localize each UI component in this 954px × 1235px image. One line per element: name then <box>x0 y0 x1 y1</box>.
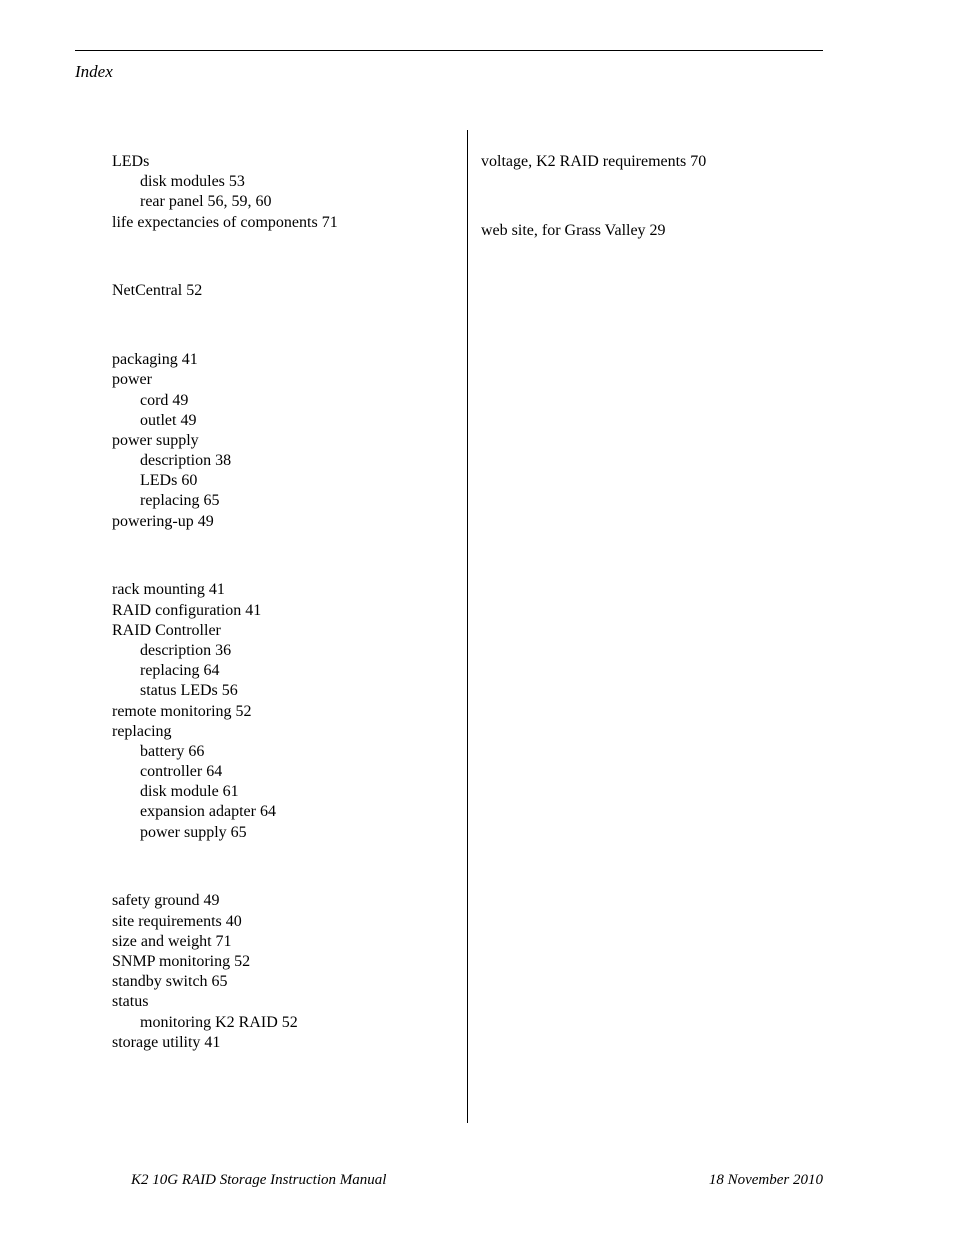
index-entry: life expectancies of components 71 <box>112 213 338 231</box>
group-gap <box>481 172 821 221</box>
index-entry: safety ground 49 <box>112 892 220 910</box>
group-gap <box>112 302 452 351</box>
index-subentry: expansion adapter 64 <box>140 803 276 821</box>
index-entry: storage utility 41 <box>112 1033 221 1051</box>
index-subentry: cord 49 <box>140 391 189 409</box>
index-entry: site requirements 40 <box>112 912 242 930</box>
index-subentry: replacing 64 <box>140 662 220 680</box>
index-subentry: disk module 61 <box>140 783 239 801</box>
group-gap <box>112 532 452 581</box>
index-subentry: rear panel 56, 59, 60 <box>140 193 272 211</box>
index-subentry: battery 66 <box>140 742 205 760</box>
index-subentry: outlet 49 <box>140 411 197 429</box>
index-entry: packaging 41 <box>112 351 198 369</box>
section-title: Index <box>75 62 113 81</box>
index-entry: RAID Controller <box>112 621 221 639</box>
column-divider <box>467 130 468 1123</box>
index-column-left <box>112 152 452 1053</box>
index-entry: SNMP monitoring 52 <box>112 953 251 970</box>
index-subentry: status LEDs 56 <box>140 682 238 700</box>
group-gap <box>112 233 452 282</box>
index-entry: NetCentral 52 <box>112 282 203 300</box>
index-entry: remote monitoring 52 <box>112 702 252 720</box>
index-subentry: description 38 <box>140 452 232 470</box>
index-subentry: LEDs 60 <box>140 472 198 490</box>
index-entry: voltage, K2 RAID requirements 70 <box>481 153 707 170</box>
footer-date: 18 November 2010 <box>708 1172 823 1188</box>
index-subentry: controller 64 <box>140 763 223 781</box>
index-entry: power supply <box>112 431 199 449</box>
index-entry: LEDs <box>112 153 150 170</box>
index-entry: standby switch 65 <box>112 973 228 991</box>
header-rule <box>75 50 823 51</box>
index-entry: web site, for Grass Valley 29 <box>481 221 666 239</box>
index-entry: size and weight 71 <box>112 932 232 950</box>
index-entry: power <box>112 371 152 389</box>
index-entry: powering-up 49 <box>112 512 214 530</box>
index-entry: RAID configuration 41 <box>112 601 262 619</box>
index-column-right <box>481 152 821 241</box>
index-subentry: description 36 <box>140 641 232 659</box>
index-subentry: replacing 65 <box>140 492 220 510</box>
index-entry: rack mounting 41 <box>112 581 225 599</box>
index-subentry: power supply 65 <box>140 823 247 841</box>
footer-manual-title: K2 10G RAID Storage Instruction Manual <box>131 1172 387 1188</box>
index-entry: replacing <box>112 722 172 740</box>
group-gap <box>112 843 452 892</box>
index-entry: status <box>112 993 149 1011</box>
index-subentry: monitoring K2 RAID 52 <box>140 1013 298 1031</box>
index-subentry: disk modules 53 <box>140 173 245 191</box>
